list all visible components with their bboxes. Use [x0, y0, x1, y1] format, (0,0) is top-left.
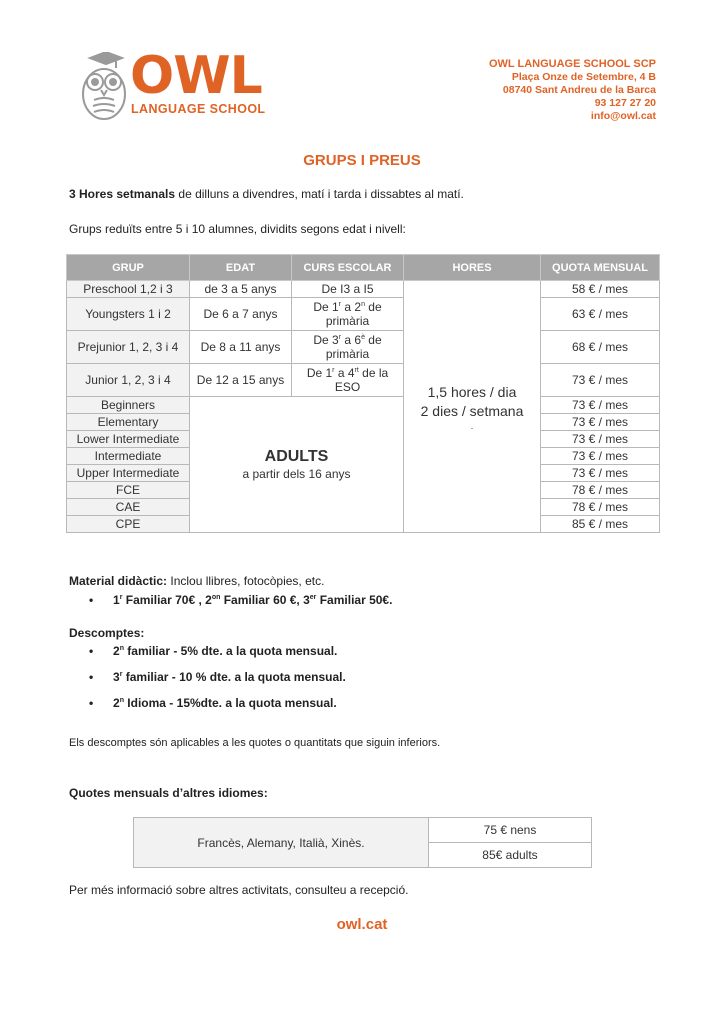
- address-city: 08740 Sant Andreu de la Barca: [502, 84, 656, 96]
- grup-cell: Prejunior 1, 2, 3 i 4: [67, 331, 190, 364]
- languages-cell: Francès, Alemany, Italià, Xinès.: [134, 818, 429, 868]
- edat-cell: De 6 a 7 anys: [190, 298, 292, 331]
- grup-cell: Youngsters 1 i 2: [67, 298, 190, 331]
- address-street: Plaça Onze de Setembre, 4 B: [511, 71, 656, 83]
- grup-cell: FCE: [67, 482, 190, 499]
- quota-cell: 63 € / mes: [541, 298, 660, 331]
- table-row: [67, 331, 660, 364]
- quota-cell: 68 € / mes: [541, 331, 660, 364]
- intro-groups: Grups reduïts entre 5 i 10 alumnes, dividits segons edat i nivell:: [69, 222, 406, 236]
- grup-cell: CAE: [67, 499, 190, 516]
- intro-hours: [69, 187, 464, 201]
- header-curs: CURS ESCOLAR: [292, 255, 404, 281]
- address-phone: 93 127 27 20: [594, 97, 656, 109]
- grup-cell: Elementary: [67, 414, 190, 431]
- material-text: Inclou llibres, fotocòpies, etc.: [167, 574, 325, 588]
- descomptes-note: Els descomptes són aplicables a les quotes o quantitats que siguin inferiors.: [69, 737, 441, 749]
- header-hores: HORES: [404, 255, 541, 281]
- curs-cell: De 1$^r$ a 2$^n$ de primària: [292, 298, 404, 331]
- material-line: [69, 574, 324, 588]
- edat-cell: de 3 a 5 anys: [190, 281, 292, 298]
- descomptes-label: Descomptes:: [69, 626, 145, 640]
- logo-subtitle: LANGUAGE SCHOOL: [131, 102, 266, 116]
- owl-logo-icon: [76, 52, 132, 122]
- adults-subtitle: a partir dels 16 anys: [242, 467, 351, 481]
- table-row: [67, 397, 660, 414]
- other-languages-table: [133, 817, 592, 868]
- material-list: [69, 593, 392, 607]
- address-email[interactable]: info@owl.cat: [590, 110, 656, 122]
- table-row: [67, 281, 660, 298]
- intro-hours-bold: 3 Hores setmanals: [69, 187, 176, 201]
- table-row: [67, 364, 660, 397]
- grup-cell: CPE: [67, 516, 190, 533]
- quota-cell: 85 € / mes: [541, 516, 660, 533]
- grup-cell: Intermediate: [67, 448, 190, 465]
- quota-cell: 73 € / mes: [541, 397, 660, 414]
- grup-cell: Lower Intermediate: [67, 431, 190, 448]
- hores-dot: .: [470, 420, 474, 431]
- hores-per-week: 2 dies / setmana: [420, 402, 524, 419]
- curs-cell: De 3$^r$ a $6^è$ de primària: [292, 331, 404, 364]
- header-quota: QUOTA MENSUAL: [541, 255, 660, 281]
- quota-cell: 73 € / mes: [541, 364, 660, 397]
- price-table: [66, 254, 660, 533]
- school-name: OWL LANGUAGE SCHOOL SCP: [488, 58, 656, 70]
- intro-hours-rest: de dilluns a divendres, matí i tarda i dissabtes al matí.: [175, 187, 464, 201]
- material-label: Material didàctic:: [69, 574, 168, 588]
- list-item: • 3$^r$ familiar - 10 % dte. a la quota mensual.: [69, 670, 346, 684]
- hores-per-day: 1,5 hores / dia: [427, 383, 517, 400]
- quota-cell: 73 € / mes: [541, 465, 660, 482]
- quota-cell: 78 € / mes: [541, 482, 660, 499]
- quota-cell: 73 € / mes: [541, 431, 660, 448]
- other-languages-label: Quotes mensuals d’altres idiomes:: [69, 786, 268, 800]
- list-item: • 1$^r$ Familiar 70€ , $2^{on}$ Familiar 60 €, 3er Familiar 50€.: [69, 593, 392, 607]
- footer-website[interactable]: owl.cat: [336, 916, 388, 933]
- adults-cell: [190, 397, 404, 533]
- table-header-row: [67, 255, 660, 281]
- table-row: [134, 818, 592, 843]
- school-address: [489, 58, 656, 123]
- header-grup: GRUP: [67, 255, 190, 281]
- list-item: • 2$^n$ familiar - 5% dte. a la quota mensual.: [69, 644, 346, 658]
- edat-cell: De 12 a 15 anys: [190, 364, 292, 397]
- curs-cell: De 1$^r$ a $4^{rt}$ de la ESO: [292, 364, 404, 397]
- price-adults-cell: 85€ adults: [429, 843, 592, 868]
- grup-cell: Junior 1, 2, 3 i 4: [67, 364, 190, 397]
- table-row: [67, 298, 660, 331]
- hores-cell: [404, 281, 541, 533]
- quota-cell: 58 € / mes: [541, 281, 660, 298]
- grup-cell: Preschool 1,2 i 3: [67, 281, 190, 298]
- adults-title: ADULTS: [264, 448, 329, 465]
- page-title: GRUPS I PREUS: [303, 152, 421, 169]
- descomptes-list: [69, 644, 346, 710]
- more-info: Per més informació sobre altres activitats, consulteu a recepció.: [69, 883, 409, 897]
- grup-cell: Upper Intermediate: [67, 465, 190, 482]
- grup-cell: Beginners: [67, 397, 190, 414]
- quota-cell: 78 € / mes: [541, 499, 660, 516]
- quota-cell: 73 € / mes: [541, 414, 660, 431]
- price-kids-cell: 75 € nens: [429, 818, 592, 843]
- quota-cell: 73 € / mes: [541, 448, 660, 465]
- edat-cell: De 8 a 11 anys: [190, 331, 292, 364]
- curs-cell: De I3 a I5: [292, 281, 404, 298]
- header-edat: EDAT: [190, 255, 292, 281]
- list-item: • 2$^n$ Idioma - 15%dte. a la quota mensual.: [69, 696, 346, 710]
- logo-wordmark: OWL: [130, 46, 262, 106]
